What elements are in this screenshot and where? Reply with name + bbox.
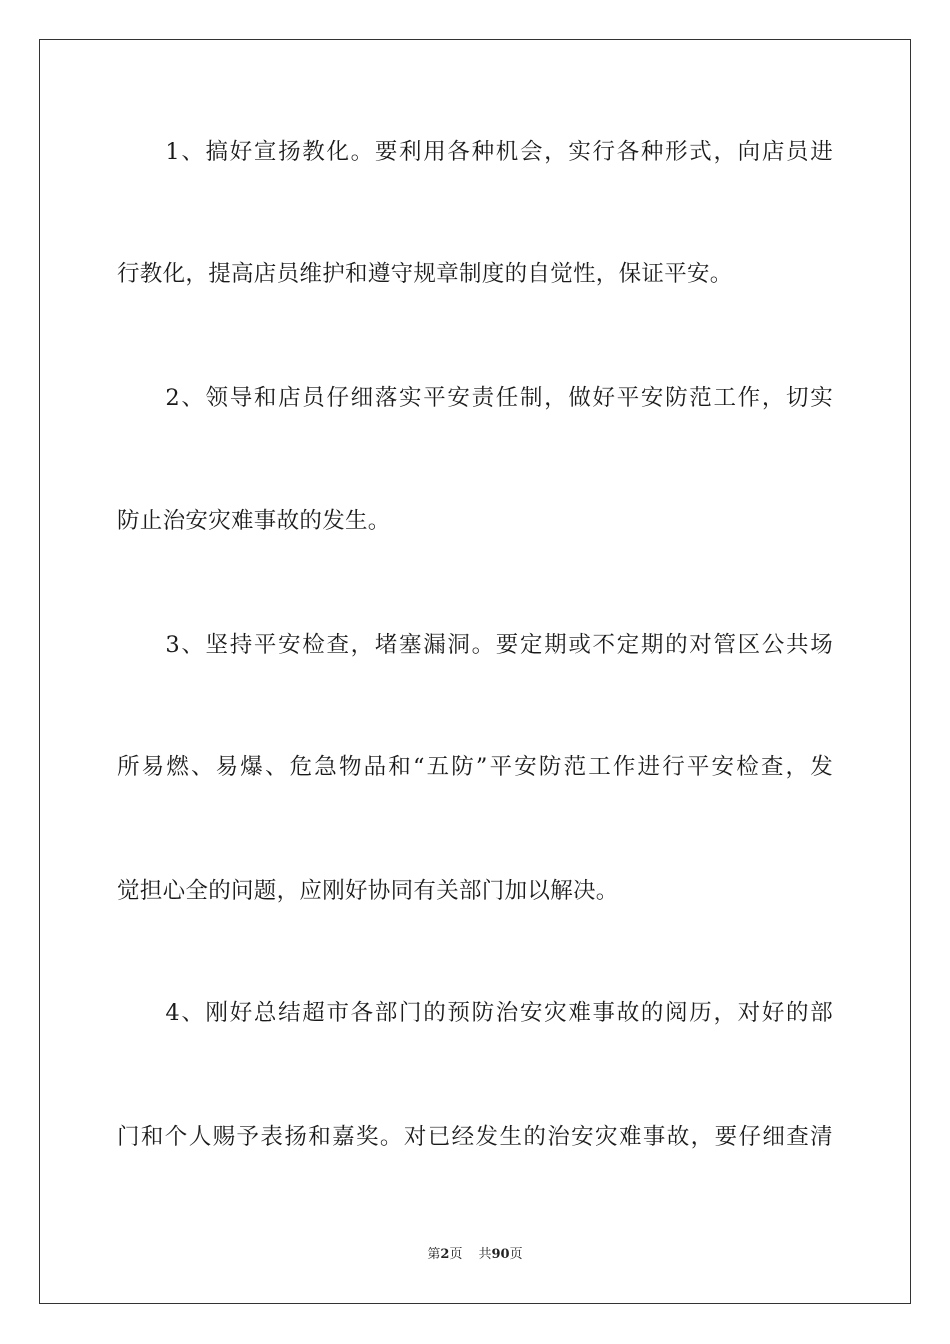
paragraph-2-line-2: 防止治安灾难事故的发生。: [117, 508, 391, 534]
page-label-suffix: 页: [449, 1247, 463, 1262]
paragraph-3-line-2: 所易燃、易爆、危急物品和“五防”平安防范工作进行平安检查，发: [117, 754, 833, 780]
total-label-suffix: 页: [509, 1247, 523, 1262]
total-label-prefix: 共: [478, 1247, 492, 1262]
page-border: [39, 39, 911, 1304]
paragraph-3-line-1: 3、坚持平安检查，堵塞漏洞。要定期或不定期的对管区公共场: [117, 632, 833, 658]
page-footer: [0, 1246, 950, 1264]
paragraph-3-line-3: 觉担心全的问题，应刚好协同有关部门加以解决。: [117, 878, 619, 904]
paragraph-2-line-1: 2、领导和店员仔细落实平安责任制，做好平安防范工作，切实: [117, 385, 833, 411]
paragraph-1-line-2: 行教化，提高店员维护和遵守规章制度的自觉性，保证平安。: [117, 261, 733, 287]
total-pages-number: 90: [491, 1247, 510, 1262]
paragraph-4-line-1: 4、刚好总结超市各部门的预防治安灾难事故的阅历，对好的部: [117, 1000, 833, 1026]
paragraph-4-line-2: 门和个人赐予表扬和嘉奖。对已经发生的治安灾难事故，要仔细查清: [117, 1124, 833, 1150]
page-label-prefix: 第: [427, 1247, 441, 1262]
current-page-number: 2: [440, 1247, 450, 1262]
paragraph-1-line-1: 1、搞好宣扬教化。要利用各种机会，实行各种形式，向店员进: [117, 139, 833, 165]
